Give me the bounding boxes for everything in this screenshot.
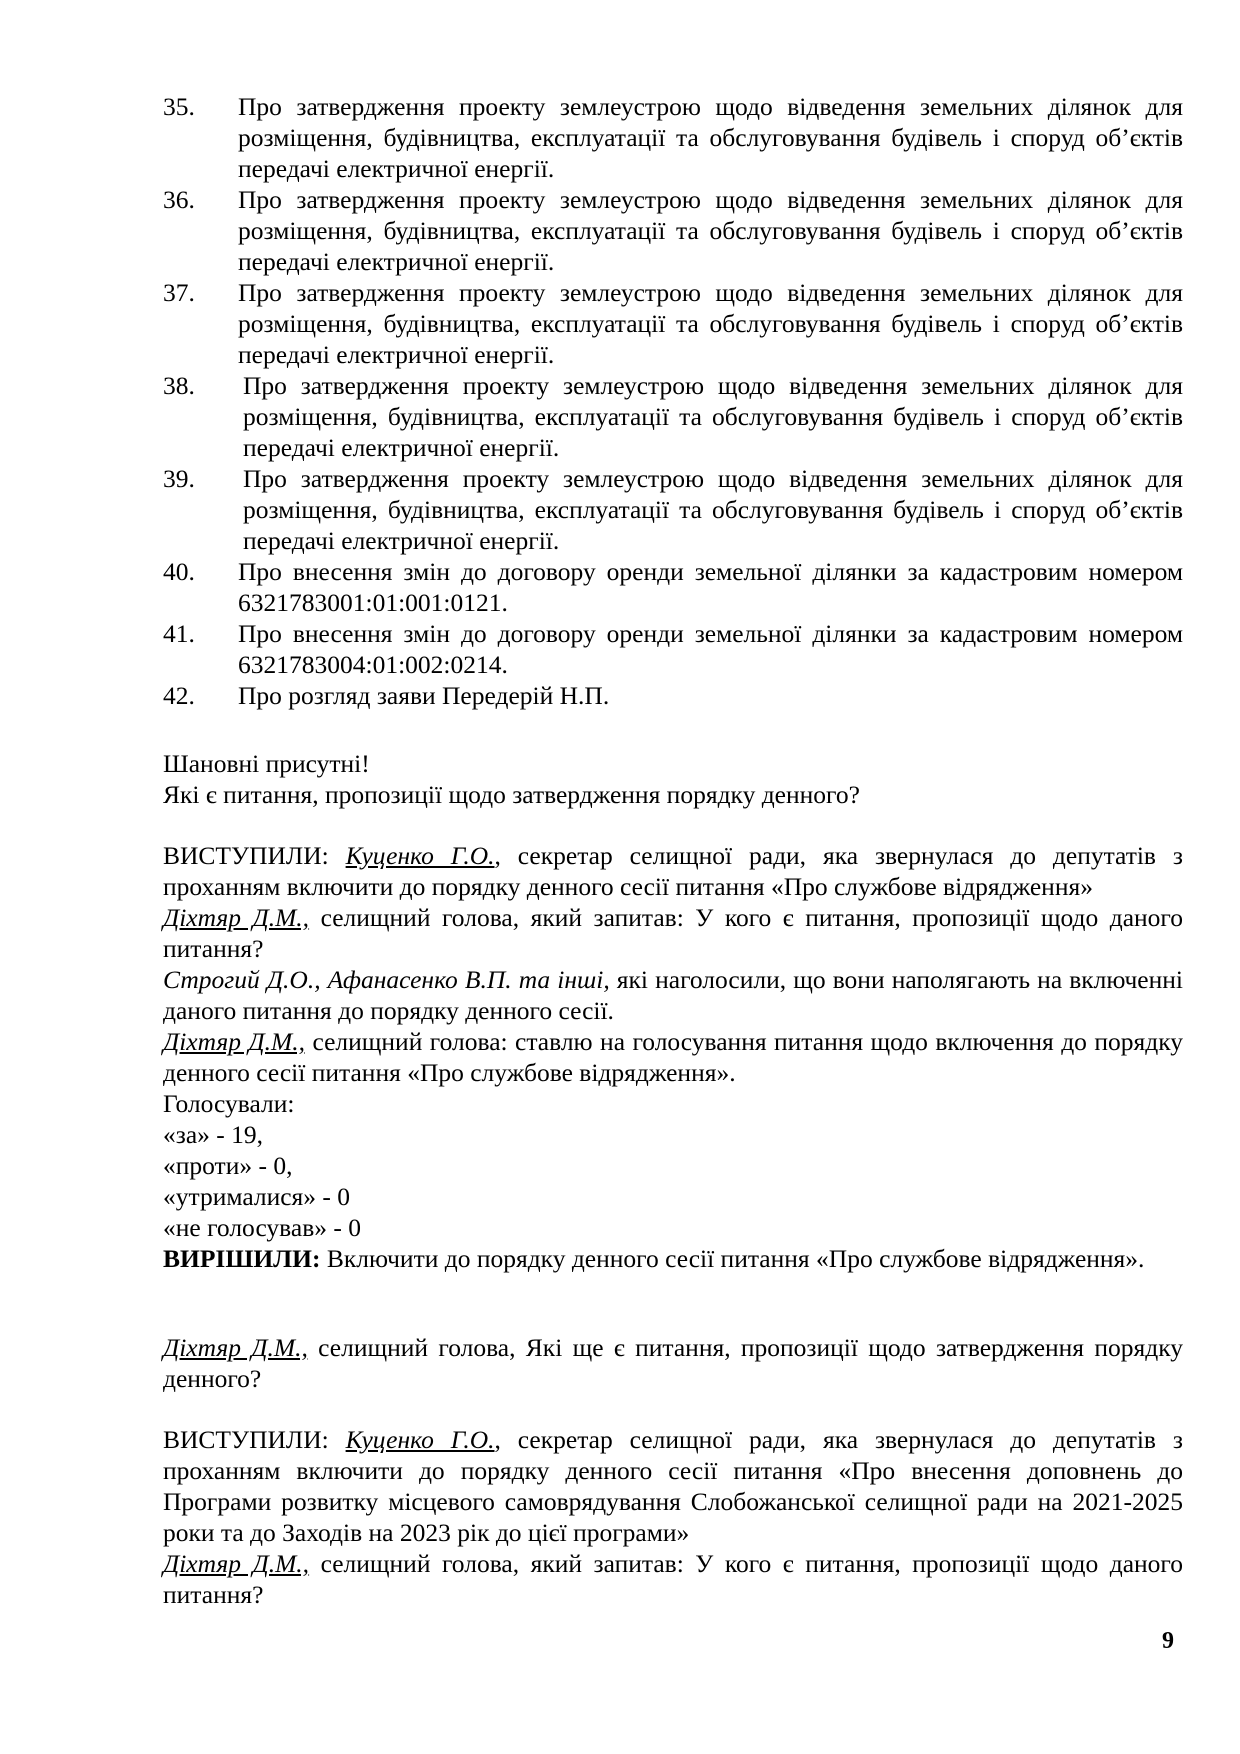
votes-title: Голосували: bbox=[163, 1089, 295, 1118]
speaker-name: Куценко Г.О. bbox=[345, 1425, 495, 1454]
votes-not-voted: «не голосував» - 0 bbox=[163, 1213, 361, 1242]
question-text: селищний голова, який запитав: У кого є питання, пропозиції щодо даного питання? bbox=[163, 903, 1183, 963]
page-number: 9 bbox=[1162, 1628, 1174, 1654]
speech-label: ВИСТУПИЛИ: bbox=[163, 1425, 346, 1454]
agenda-question: Які є питання, пропозиції щодо затвердження порядку денного? bbox=[163, 780, 860, 809]
vote-call-text: селищний голова: ставлю на голосування питання щодо включення до порядку денного сесії питання «Про службове відрядження». bbox=[163, 1027, 1183, 1087]
question-text: селищний голова, який запитав: У кого є питання, пропозиції щодо даного питання? bbox=[163, 1549, 1183, 1609]
agenda-item-number: 36. bbox=[163, 185, 195, 214]
votes-for: «за» - 19, bbox=[163, 1120, 264, 1149]
speaker-name: Діхтяр Д.М., bbox=[163, 1549, 310, 1578]
agenda-item-text: Про затвердження проекту землеустрою щодо відведення земельних ділянок для розміщення, будівництва, експлуатації та обслуговування будівель і споруд об’єктів передачі електричної енергії. bbox=[243, 371, 1183, 462]
agenda-item bbox=[163, 277, 1183, 370]
vote-call-paragraph bbox=[163, 1026, 1183, 1088]
speaker-name: Куценко Г.О. bbox=[345, 841, 495, 870]
decision-label: ВИРІШИЛИ: bbox=[163, 1244, 321, 1273]
greeting-block bbox=[163, 748, 1183, 810]
speech-text: , секретар селищної ради, яка звернулася до депутатів з проханням включити до порядку денного сесії питання «Про внесення доповнень до Програми розвитку місцевого самоврядування Слобожанської селищної ради на 2021-2025 роки та до Заходів на 2023 рік до цієї програми» bbox=[163, 1425, 1183, 1547]
speaker-name: Діхтяр Д.М., bbox=[163, 1333, 308, 1362]
agenda-item bbox=[163, 91, 1183, 184]
agenda-item-text: Про затвердження проекту землеустрою щодо відведення земельних ділянок для розміщення, будівництва, експлуатації та обслуговування будівель і споруд об’єктів передачі електричної енергії. bbox=[238, 185, 1183, 276]
speech-paragraph bbox=[163, 840, 1183, 902]
speech-label: ВИСТУПИЛИ: bbox=[163, 841, 346, 870]
speaker-name: Діхтяр Д.М., bbox=[163, 1027, 305, 1056]
speech-text: , секретар селищної ради, яка звернулася до депутатів з проханням включити до порядку денного сесії питання «Про службове відрядження» bbox=[163, 841, 1183, 901]
agenda-item-text: Про внесення змін до договору оренди земельної ділянки за кадастровим номером 6321783001:01:001:0121. bbox=[238, 557, 1183, 617]
speaker-names: Строгий Д.О., Афанасенко В.П. та інші, bbox=[163, 965, 610, 994]
agenda-item bbox=[163, 556, 1183, 618]
agenda-item bbox=[163, 184, 1183, 277]
agenda-item-text: Про розгляд заяви Передерій Н.П. bbox=[238, 681, 610, 710]
decision-text: Включити до порядку денного сесії питання «Про службове відрядження». bbox=[320, 1244, 1145, 1273]
insist-text: які наголосили, що вони наполягають на включенні даного питання до порядку денного сесії. bbox=[163, 965, 1183, 1025]
agenda-item-number: 35. bbox=[163, 92, 195, 121]
agenda-list bbox=[163, 91, 1183, 711]
question-paragraph bbox=[163, 902, 1183, 964]
agenda-item bbox=[163, 680, 1183, 711]
agenda-item-text: Про затвердження проекту землеустрою щодо відведення земельних ділянок для розміщення, будівництва, експлуатації та обслуговування будівель і споруд об’єктів передачі електричної енергії. bbox=[238, 92, 1183, 183]
question-paragraph bbox=[163, 1548, 1183, 1610]
insist-paragraph bbox=[163, 964, 1183, 1026]
agenda-item-number: 39. bbox=[163, 464, 195, 493]
greeting-text: Шановні присутні! bbox=[163, 749, 370, 778]
decision-paragraph bbox=[163, 1243, 1183, 1274]
agenda-item-number: 40. bbox=[163, 557, 195, 586]
first-discussion-block bbox=[163, 840, 1183, 1274]
agenda-item-number: 42. bbox=[163, 681, 195, 710]
question-paragraph bbox=[163, 1332, 1183, 1394]
agenda-item bbox=[163, 618, 1183, 680]
votes-abstained: «утрималися» - 0 bbox=[163, 1182, 351, 1211]
agenda-item bbox=[163, 463, 1183, 556]
agenda-item bbox=[163, 370, 1183, 463]
speech-paragraph bbox=[163, 1424, 1183, 1548]
agenda-item-text: Про затвердження проекту землеустрою щодо відведення земельних ділянок для розміщення, будівництва, експлуатації та обслуговування будівель і споруд об’єктів передачі електричної енергії. bbox=[243, 464, 1183, 555]
agenda-item-number: 38. bbox=[163, 371, 195, 400]
speaker-name: Діхтяр Д.М., bbox=[163, 903, 310, 932]
agenda-item-number: 41. bbox=[163, 619, 195, 648]
votes-against: «проти» - 0, bbox=[163, 1151, 293, 1180]
agenda-item-text: Про внесення змін до договору оренди земельної ділянки за кадастровим номером 6321783004:01:002:0214. bbox=[238, 619, 1183, 679]
agenda-item-number: 37. bbox=[163, 278, 195, 307]
second-discussion-block bbox=[163, 1424, 1183, 1610]
agenda-item-text: Про затвердження проекту землеустрою щодо відведення земельних ділянок для розміщення, будівництва, експлуатації та обслуговування будівель і споруд об’єктів передачі електричної енергії. bbox=[238, 278, 1183, 369]
question-text: селищний голова, Які ще є питання, пропозиції щодо затвердження порядку денного? bbox=[163, 1333, 1183, 1393]
second-question-block bbox=[163, 1332, 1183, 1394]
